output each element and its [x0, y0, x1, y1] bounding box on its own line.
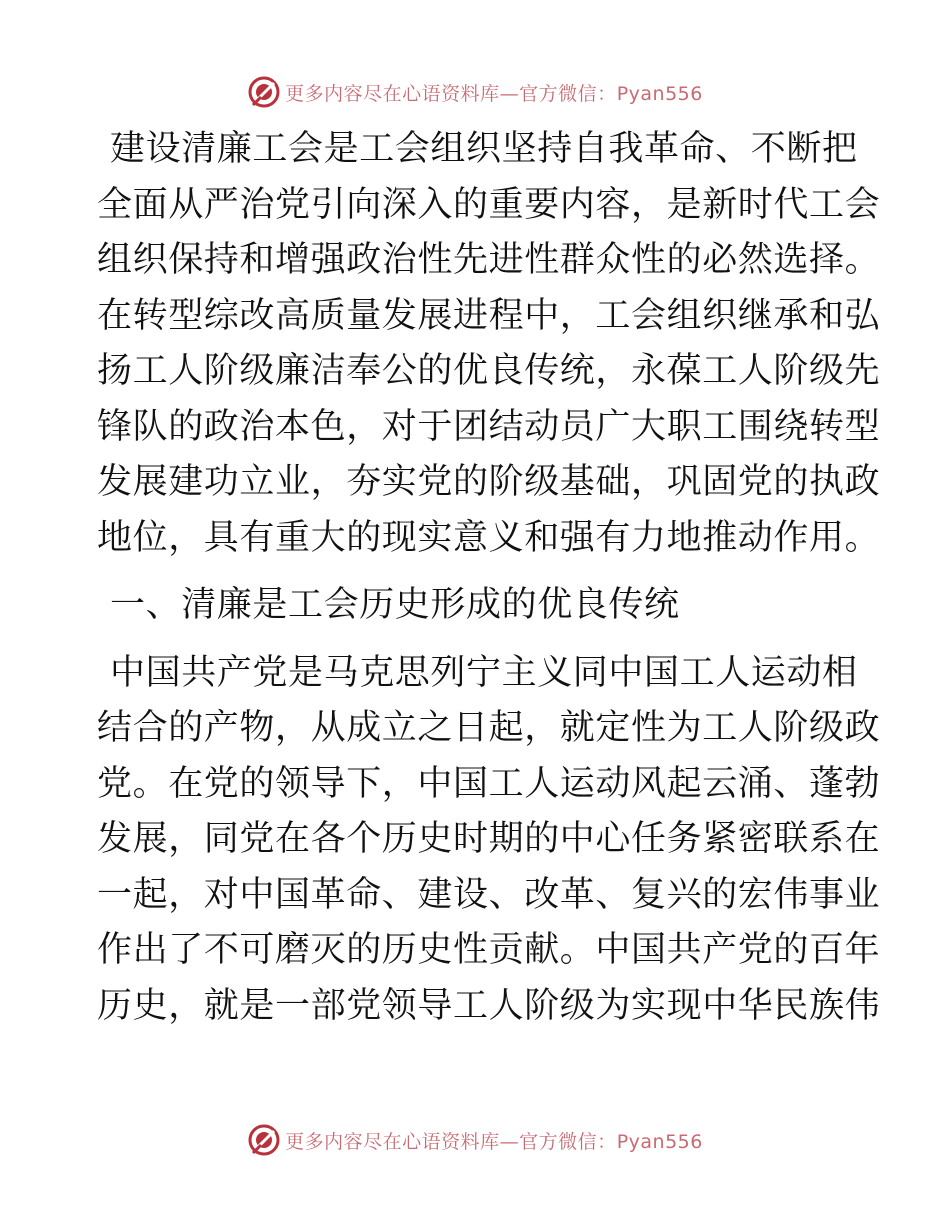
document-body	[97, 122, 881, 1034]
banner-wechat-id: Pyan556	[616, 82, 703, 105]
text-line: 全面从严治党引向深入的重要内容，是新时代工会	[97, 184, 881, 225]
header-banner	[0, 72, 950, 112]
text-line: 扬工人阶级廉洁奉公的优良传统，永葆工人阶级先	[97, 351, 881, 391]
text-line: 组织保持和增强政治性先进性群众性的必然选择。	[97, 240, 881, 280]
text-line: 结合的产物，从成立之日起，就定性为工人阶级政	[97, 708, 881, 748]
banner-text	[285, 79, 703, 106]
banner-site-text: 更多内容尽在心语资料库	[285, 82, 500, 105]
banner-site-text: 更多内容尽在心语资料库	[285, 1130, 500, 1153]
banner-wechat-id: Pyan556	[616, 1130, 703, 1153]
banner-dash: —	[499, 1130, 520, 1153]
text-line: 历史，就是一部党领导工人阶级为实现中华民族伟	[97, 985, 881, 1026]
brand-logo-icon	[247, 1123, 281, 1157]
text-line: 发展建功立业，夯实党的阶级基础，巩固党的执政	[97, 462, 881, 502]
paragraph-intro	[97, 122, 881, 566]
text-line: 地位，具有重大的现实意义和强有力地推动作用。	[97, 517, 881, 558]
section-heading: 一、清廉是工会历史形成的优良传统	[110, 585, 680, 625]
text-line: 发展，同党在各个历史时期的中心任务紧密联系在	[97, 819, 881, 859]
text-line: 建设清廉工会是工会组织坚持自我革命、不断把	[110, 129, 858, 169]
text-line: 中国共产党是马克思列宁主义同中国工人运动相	[110, 652, 858, 693]
text-line: 作出了不可磨灭的历史性贡献。中国共产党的百年	[97, 930, 881, 970]
paragraph-history	[97, 646, 881, 1035]
footer-banner	[0, 1120, 950, 1160]
banner-text	[285, 1127, 703, 1154]
brand-logo-icon	[247, 75, 281, 109]
text-line: 锋队的政治本色，对于团结动员广大职工围绕转型	[97, 406, 881, 447]
banner-wechat-label: 官方微信：	[519, 82, 617, 105]
text-line: 一起，对中国革命、建设、改革、复兴的宏伟事业	[97, 874, 881, 915]
banner-wechat-label: 官方微信：	[519, 1130, 617, 1153]
text-line: 党。在党的领导下，中国工人运动风起云涌、蓬勃	[97, 763, 881, 804]
text-line: 在转型综改高质量发展进程中，工会组织继承和弘	[97, 295, 881, 336]
banner-dash: —	[499, 82, 520, 105]
